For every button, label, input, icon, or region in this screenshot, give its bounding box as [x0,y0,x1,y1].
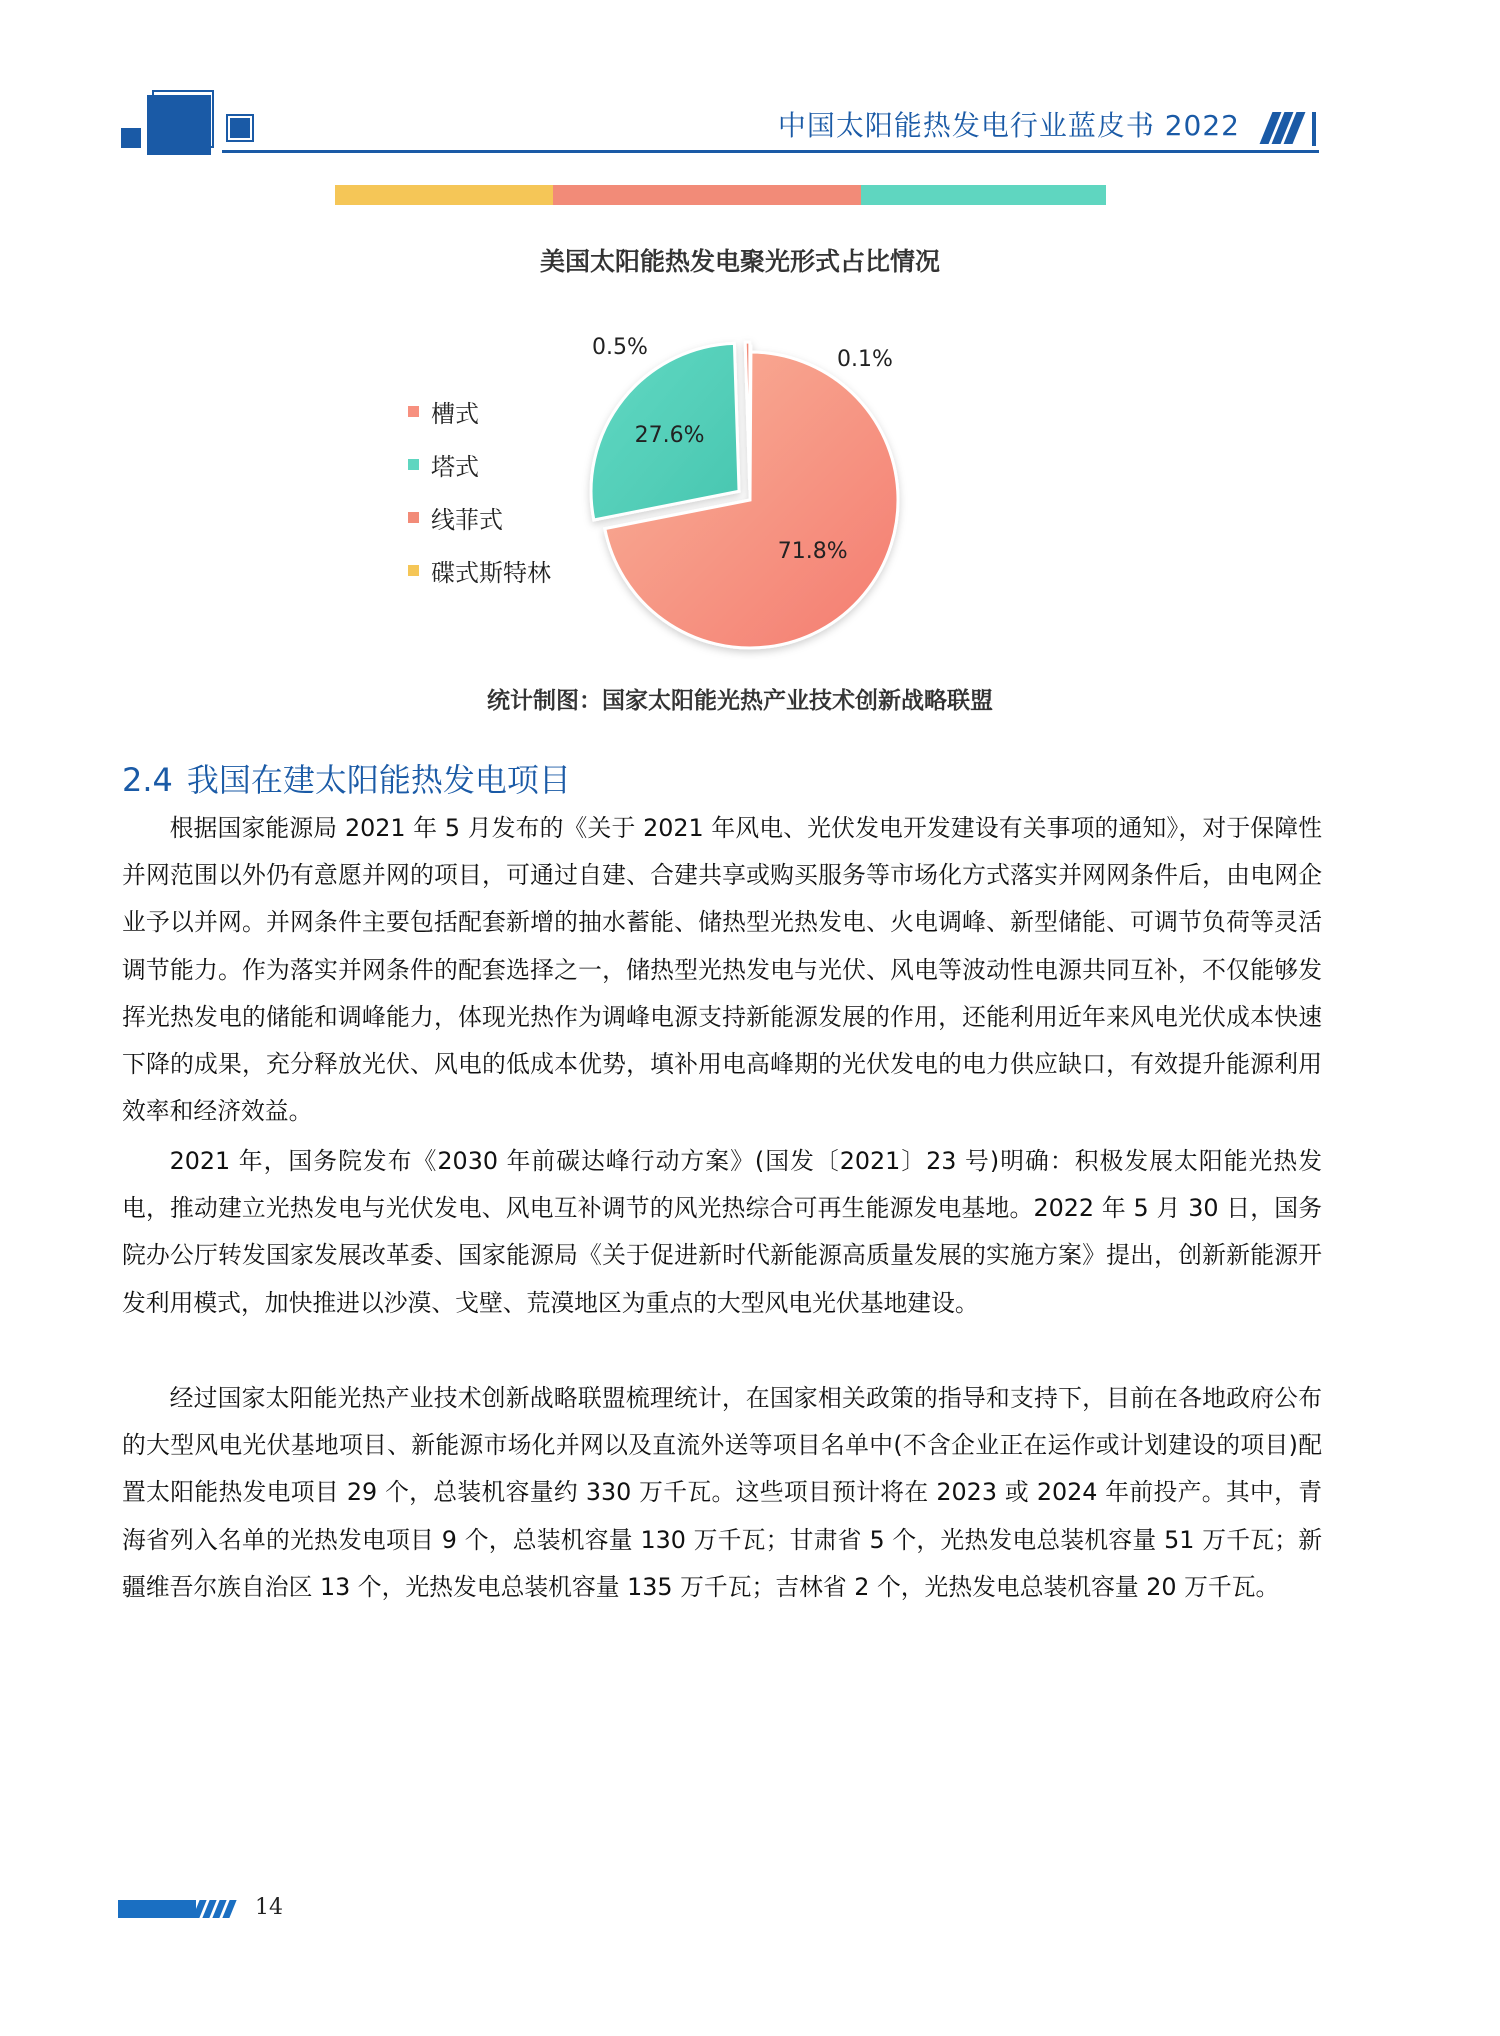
section-title: 我国在建太阳能热发电项目 [186,761,571,799]
section-heading [122,755,571,801]
footer-bar [118,1900,196,1918]
legend-swatch-tower [408,459,419,470]
legend-item-tower [408,438,551,491]
chart-source: 统计制图：国家太阳能光热产业技术创新战略联盟 [487,688,993,714]
pie-label-linear-fresnel: 0.5% [592,335,648,360]
legend-label: 碟式斯特林 [431,559,551,587]
body-paragraph-1: 根据国家能源局 2021 年 5 月发布的《关于 2021 年风电、光伏发电开发建设有关事项的通知》，对于保障性并网范围以外仍有意愿并网的项目，可通过自建、合建共享或购买服务等市场化方式落实并网网条件后，由电网企业予以并网。并网条件主要包括配套新增的抽水蓄能、储热型光热发电、火电调峰、新型储能、可调节负荷等灵活调节能力。作为落实并网条件的配套选择之一，储热型光热发电与光伏、风电等波动性电源共同互补，不仅能够发挥光热发电的储能和调峰能力，体现光热作为调峰电源支持新能源发展的作用，还能利用近年来风电光伏成本快速下降的成果，充分释放光伏、风电的低成本优势，填补用电高峰期的光伏发电的电力供应缺口，有效提升能源利用效率和经济效益。 [122,814,1322,1126]
color-strip-teal [861,185,1106,205]
color-strip-red [553,185,861,205]
legend-swatch-linear-fresnel [408,512,419,523]
pie-chart [580,320,920,660]
page-number: 14 [255,1895,283,1920]
pie-label-trough: 71.8% [777,538,848,564]
legend-label: 槽式 [431,400,479,428]
color-strip-yellow [335,185,553,205]
legend-label: 塔式 [431,453,479,481]
legend-swatch-trough [408,406,419,417]
section-number: 2.4 [122,761,173,799]
legend-item-linear-fresnel [408,491,551,544]
header-slash-decoration [1266,112,1299,144]
header-logo-square-tiny [228,116,252,140]
body-paragraph-3: 经过国家太阳能光热产业技术创新战略联盟梳理统计，在国家相关政策的指导和支持下，目前在各地政府公布的大型风电光伏基地项目、新能源市场化并网以及直流外送等项目名单中(不含企业正在运作或计划建设的项目)配置太阳能热发电项目 29 个，总装机容量约 330 万千瓦。这些项目预计将在 2023 或 2024 年前投产。其中，青海省列入名单的光热发电项目 9 个，总装机容量 130 万千瓦；甘肃省 5 个，光热发电总装机容量 51 万千瓦；新疆维吾尔族自治区 13 个，光热发电总装机容量 135 万千瓦；吉林省 2 个，光热发电总装机容量 20 万千瓦。 [122,1384,1322,1601]
header-title: 中国太阳能热发电行业蓝皮书 2022 [777,109,1240,142]
header-logo-square-small [121,128,141,148]
pie-label-dish-stirling: 0.1% [837,347,893,372]
pie-slice-linear-fresnel [745,342,750,490]
chart-legend [408,385,551,597]
chart-title: 美国太阳能热发电聚光形式占比情况 [539,247,940,276]
legend-item-dish-stirling [408,544,551,597]
header-logo-square-outline [152,90,214,148]
legend-item-trough [408,385,551,438]
legend-swatch-dish-stirling [408,565,419,576]
legend-label: 线菲式 [431,506,503,534]
header-rule [222,150,1319,153]
header-bar-decoration [1312,112,1316,146]
footer-slash-decoration [196,1900,233,1918]
pie-label-tower: 27.6% [634,422,705,448]
body-paragraph-2: 2021 年，国务院发布《2030 年前碳达峰行动方案》(国发〔2021〕23 号)明确：积极发展太阳能光热发电，推动建立光热发电与光伏发电、风电互补调节的风光热综合可再生能源发电基地。2022 年 5 月 30 日，国务院办公厅转发国家发展改革委、国家能源局《关于促进新时代新能源高质量发展的实施方案》提出，创新新能源开发利用模式，加快推进以沙漠、戈壁、荒漠地区为重点的大型风电光伏基地建设。 [122,1147,1322,1317]
